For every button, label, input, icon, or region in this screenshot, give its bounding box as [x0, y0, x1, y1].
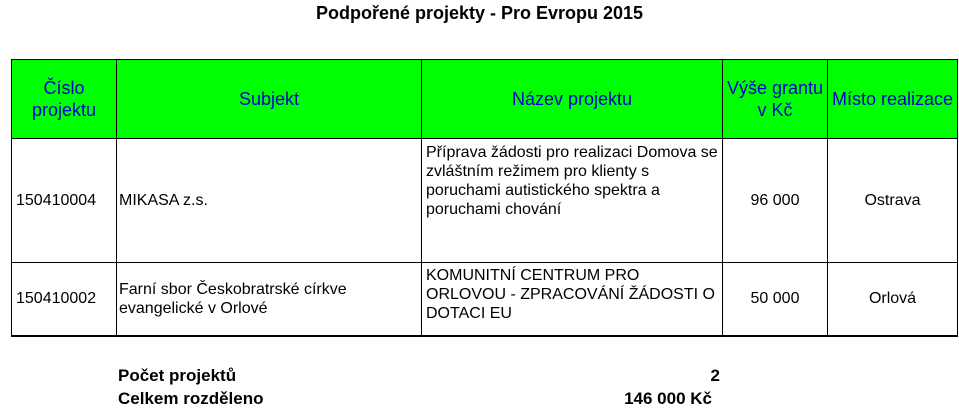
total-label: Celkem rozděleno [118, 389, 264, 408]
header-project-name: Název projektu [511, 89, 633, 109]
project-number: 150410004 [16, 192, 97, 209]
header-grant: Výše grantu v Kč [726, 78, 824, 120]
table-header [11, 59, 958, 139]
total-value: 146 000 Kč [624, 389, 712, 408]
project-count-label: Počet projektů [118, 366, 237, 385]
header-divider [722, 60, 723, 138]
place-name: Ostrava [864, 192, 921, 209]
column-divider [116, 138, 117, 335]
header-subject: Subjekt [238, 89, 300, 109]
header-divider [116, 60, 117, 138]
grant-amount: 96 000 [750, 192, 800, 209]
header-place: Místo realizace [831, 89, 954, 109]
subject-name: MIKASA z.s. [119, 192, 208, 209]
page-title: Podpořené projekty - Pro Evropu 2015 [315, 3, 644, 23]
project-name: Příprava žádosti pro realizaci Domova se zvláštním režimem pro klienty s poruchami autistického spektra a poruchami chování [426, 144, 718, 218]
table-body [11, 138, 958, 337]
column-divider [421, 138, 422, 335]
header-divider [827, 60, 828, 138]
header-divider [421, 60, 422, 138]
project-number: 150410002 [16, 290, 97, 307]
row-divider [12, 262, 957, 263]
place-name: Orlová [868, 290, 917, 307]
project-name: KOMUNITNÍ CENTRUM PRO ORLOVOU - ZPRACOVÁNÍ ŽÁDOSTI O DOTACI EU [426, 267, 715, 322]
grant-amount: 50 000 [750, 290, 800, 307]
subject-name: Farní sbor Českobratrské církve evangelické v Orlové [119, 281, 347, 317]
project-count-value: 2 [710, 366, 720, 385]
header-project-number: Číslo projektu [31, 78, 97, 120]
